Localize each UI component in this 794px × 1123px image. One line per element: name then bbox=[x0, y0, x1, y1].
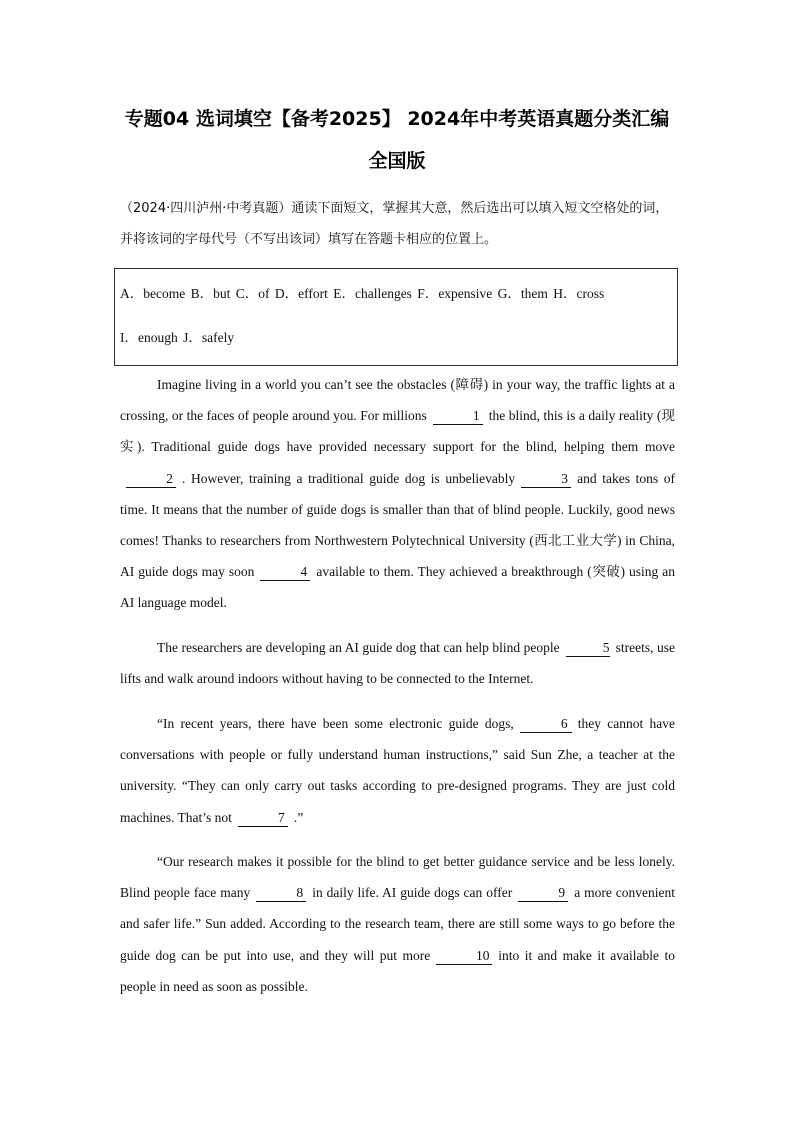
text: available to them. They achieved a breakthrough (突破) using an AI language model. bbox=[120, 564, 675, 611]
blank-5: 5 bbox=[566, 640, 610, 657]
word-bank-row-1: A．become B．but C．of D．effort E．challenges F．expensive G．them H．cross bbox=[120, 286, 605, 301]
word-bank-row-2: I．enough J．safely bbox=[120, 330, 235, 345]
title-line-2: 全国版 bbox=[368, 150, 426, 172]
text: in daily life. AI guide dogs can offer bbox=[312, 885, 513, 901]
paragraph-3 bbox=[120, 708, 675, 833]
instructions: （2024·四川泸州·中考真题）通读下面短文，掌握其大意，然后选出可以填入短文空格处的词，并将该词的字母代号（不写出该词）填写在答题卡相应的位置上。 bbox=[120, 201, 669, 247]
text: and takes tons of time. It means that the number of guide dogs is smaller than that of blind people. Luckily, good news comes! Thanks to researchers from Northwestern Polytechnical University (西北工业大学) in China, AI guide dogs may soon bbox=[120, 470, 675, 580]
paragraph-4 bbox=[120, 846, 675, 1002]
text: the blind, this is a daily reality (现实). Traditional guide dogs have provided necessary support for the blind, helping them move bbox=[120, 408, 675, 455]
blank-3: 3 bbox=[521, 471, 571, 488]
blank-4: 4 bbox=[260, 564, 310, 581]
paragraph-1 bbox=[120, 369, 675, 619]
text: into it and make it available to people in need as soon as possible. bbox=[120, 947, 675, 994]
blank-8: 8 bbox=[256, 885, 306, 902]
text: they cannot have conversations with people or fully understand human instructions,” said Sun Zhe, a teacher at the university. “They can only carry out tasks according to pre-designed programs. They are just cold machines. That’s not bbox=[120, 716, 675, 825]
blank-1: 1 bbox=[433, 408, 483, 425]
paragraph-2 bbox=[120, 632, 675, 694]
blank-9: 9 bbox=[518, 885, 568, 902]
text: The researchers are developing an AI guide dog that can help blind people bbox=[157, 640, 560, 655]
blank-6: 6 bbox=[520, 716, 572, 733]
blank-2: 2 bbox=[126, 471, 176, 488]
text: streets, use lifts and walk around indoors without having to be connected to the Internet. bbox=[120, 640, 676, 687]
title-line-1: 专题04 选词填空【备考2025】 2024年中考英语真题分类汇编 bbox=[124, 108, 670, 130]
text: . However, training a traditional guide dog is unbelievably bbox=[182, 470, 516, 486]
text: Imagine living in a world you can’t see the obstacles (障碍) in your way, the traffic lights at a crossing, or the faces of people around you. For millions bbox=[120, 377, 675, 424]
text: “Our research makes it possible for the blind to get better guidance service and be less lonely. Blind people face many bbox=[120, 854, 675, 901]
text: .” bbox=[293, 809, 304, 825]
text: a more convenient and safer life.” Sun added. According to the research team, there are still some ways to go before the guide dog can be put into use, and they will put more bbox=[120, 885, 675, 963]
text: “In recent years, there have been some electronic guide dogs, bbox=[157, 716, 514, 731]
blank-10: 10 bbox=[436, 948, 492, 965]
blank-7: 7 bbox=[238, 810, 288, 827]
word-bank-box bbox=[114, 268, 678, 366]
